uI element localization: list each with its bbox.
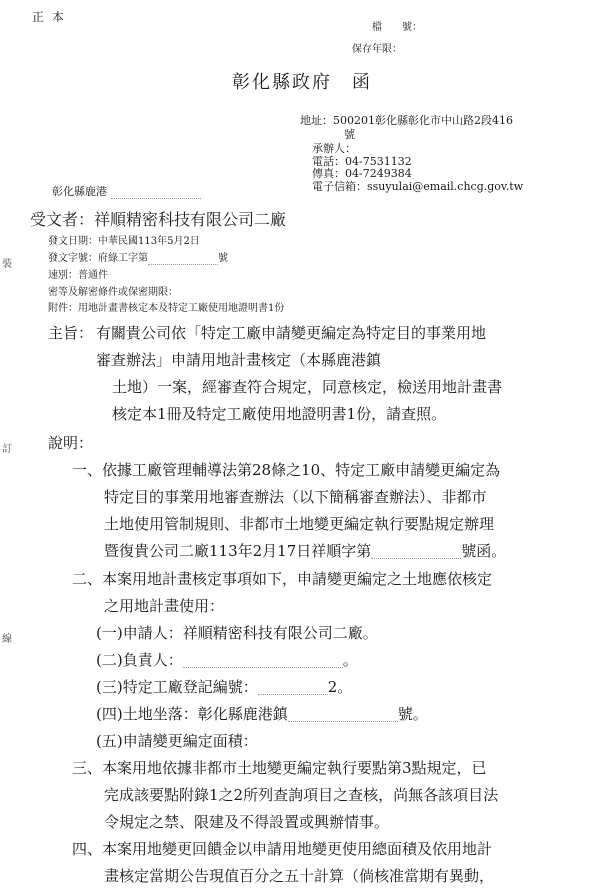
redacted-block [258, 682, 328, 695]
subject-line-2 [96, 347, 381, 374]
redacted-block [371, 546, 461, 559]
sub-item-5: (五)申請變更編定面積： [96, 732, 258, 750]
item3-line-1: 三、本案用地依據非都市土地變更編定執行要點第3點規定，已 [72, 759, 487, 777]
subject-line-2-text: 審查辦法」申請用地計畫核定（本縣鹿港鎮 [96, 351, 382, 369]
item1-line-4-end: 號函。 [461, 542, 507, 560]
subject-line-1: 有關貴公司依「特定工廠申請變更編定為特定目的事業用地 [96, 324, 487, 342]
doc-speed: 速別：普通件 [48, 270, 108, 281]
margin-mark-line: 線 [2, 634, 12, 645]
subject-line-3: 土地）一案，經審查符合規定，同意核定，檢送用地計畫書 [112, 378, 503, 396]
subject-label: 主旨： [48, 324, 94, 342]
file-no-label: 檔 號： [372, 22, 422, 33]
margin-mark-order: 訂 [2, 444, 12, 455]
contact-fax: 傳真：04-7249384 [312, 167, 412, 180]
doc-secrecy: 密等及解密條件或保密期限： [48, 287, 178, 298]
sub-item-2-end: 。 [342, 651, 358, 669]
sub-item-3 [96, 674, 352, 701]
sub-item-3-end: 2。 [327, 678, 353, 696]
item1-line-3: 土地使用管制規則、非都市土地變更編定執行要點規定辦理 [104, 515, 495, 533]
retention-label: 保存年限： [352, 44, 402, 55]
item1-line-4 [104, 538, 506, 565]
doc-attachment: 附件：用地計畫書核定本及特定工廠使用地證明書1份 [48, 303, 285, 314]
explain-label: 說明： [48, 434, 94, 452]
sub-item-3-text: (三)特定工廠登記編號： [96, 678, 258, 696]
contact-phone: 電話：04-7531132 [312, 155, 412, 168]
item1-line-4-text: 暨復貴公司二廠113年2月17日祥順字第 [104, 542, 372, 560]
item1-line-2: 特定目的事業用地審查辦法（以下簡稱審查辦法）、非都市 [104, 488, 487, 506]
sub-item-2-text: (二)負責人： [96, 651, 183, 669]
item4-line-1: 四、本案用地變更回饋金以申請用地變更使用總面積及依用地計 [72, 840, 493, 858]
sub-item-1: (一)申請人：祥順精密科技有限公司二廠。 [96, 624, 378, 642]
sub-item-4-text: (四)土地坐落：彰化縣鹿港鎮 [96, 705, 288, 723]
contact-handler: 承辦人： [312, 142, 356, 155]
redacted-block [111, 186, 201, 199]
redacted-block [148, 252, 218, 265]
doc-number [48, 249, 228, 265]
copy-mark: 正 本 [32, 10, 66, 24]
margin-mark-bind: 裝 [2, 259, 12, 270]
agency-title: 彰化縣政府 函 [232, 72, 372, 93]
recipient-address-text: 彰化縣鹿港 [52, 185, 107, 198]
item4-line-2: 畫核定當期公告現值百分之五十計算（倘核准當期有異動， [104, 867, 495, 885]
recipient: 受文者：祥順精密科技有限公司二廠 [30, 210, 287, 229]
item3-line-3: 令規定之禁、限建及不得設置或興辦情事。 [104, 813, 390, 831]
recipient-address [52, 183, 201, 199]
doc-number-prefix: 發文字號：府綠工字第 [48, 253, 148, 264]
doc-number-suffix: 號 [218, 253, 228, 264]
contact-address-cont: 號 [344, 128, 355, 141]
item2-line-2: 之用地計畫使用： [104, 597, 225, 615]
redacted-block [288, 709, 398, 722]
contact-address: 地址：500201彰化縣彰化市中山路2段416 [300, 114, 513, 127]
sub-item-4 [96, 701, 428, 728]
contact-email: 電子信箱：ssuyulai@email.chcg.gov.tw [312, 180, 524, 193]
sub-item-2 [96, 647, 358, 674]
redacted-block [183, 655, 343, 668]
doc-date: 發文日期：中華民國113年5月2日 [48, 236, 200, 247]
item1-line-1: 一、依據工廠管理輔導法第28條之10、特定工廠申請變更編定為 [72, 461, 501, 479]
sub-item-4-end: 號。 [397, 705, 428, 723]
item2-line-1: 二、本案用地計畫核定事項如下，申請變更編定之土地應依核定 [72, 570, 493, 588]
item3-line-2: 完成該要點附錄1之2所列查詢項目之查核，尚無各該項目法 [104, 786, 499, 804]
subject-line-4: 核定本1冊及特定工廠使用地證明書1份，請查照。 [112, 405, 447, 423]
